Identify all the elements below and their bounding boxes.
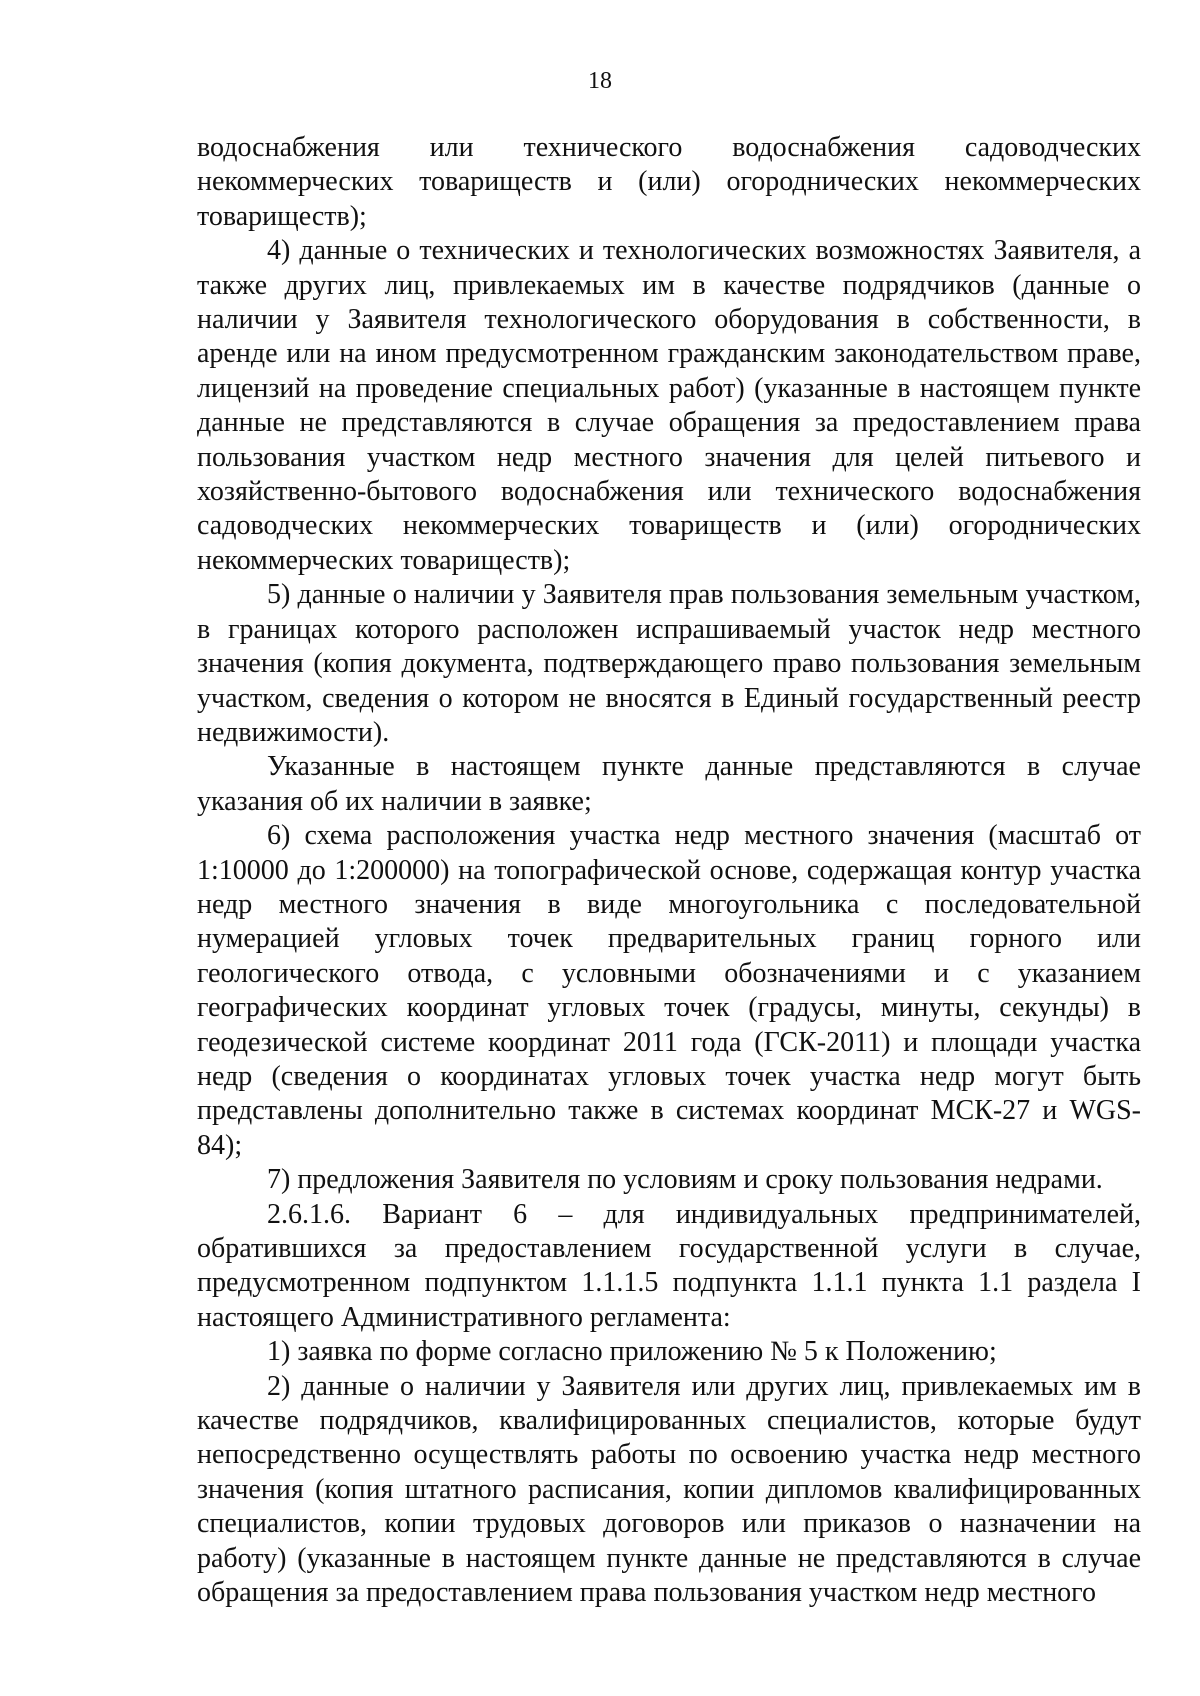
document-body [197, 131, 1141, 1610]
paragraph-continuation: водоснабжения или технического водоснабжения садоводческих некоммерческих товариществ и (или) огороднических некоммерческих товариществ); [197, 132, 1141, 232]
paragraph-variant6-item-1: 1) заявка по форме согласно приложению № 5 к Положению; [267, 1336, 997, 1368]
paragraph-note: Указанные в настоящем пункте данные представляются в случае указания об их наличии в заявке; [197, 751, 1141, 817]
paragraph-item-6: 6) схема расположения участка недр местного значения (масштаб от 1:10000 до 1:200000) на топографической основе, содержащая контур участка недр местного значения в виде многоугольника с последовательной нумерацией угловых точек предварительных границ горного или геологического отвода, с условными обозначениями и с указанием географических координат угловых точек (градусы, минуты, секунды) в геодезической системе координат 2011 года (ГСК-2011) и площади участка недр (сведения о координатах угловых точек участка недр могут быть представлены дополнительно также в системах координат МСК-27 и WGS-84); [197, 820, 1141, 1161]
page-number: 18 [588, 68, 612, 94]
paragraph-item-7: 7) предложения Заявителя по условиям и сроку пользования недрами. [267, 1164, 1103, 1196]
paragraph-variant6-item-2: 2) данные о наличии у Заявителя или других лиц, привлекаемых им в качестве подрядчиков, квалифицированных специалистов, которые будут непосредственно осуществлять работы по освоению участка недр местного значения (копия штатного расписания, копии дипломов квалифицированных специалистов, копии трудовых договоров или приказов о назначении на работу) (указанные в настоящем пункте данные не представляются в случае обращения за предоставлением права пользования участком недр местного [197, 1370, 1141, 1609]
paragraph-item-5: 5) данные о наличии у Заявителя прав пользования земельным участком, в границах которого расположен испрашиваемый участок недр местного значения (копия документа, подтверждающего право пользования земельным участком, сведения о котором не вносятся в Единый государственный реестр недвижимости). [197, 579, 1141, 748]
paragraph-item-4: 4) данные о технических и технологических возможностях Заявителя, а также других лиц, привлекаемых им в качестве подрядчиков (данные о наличии у Заявителя технологического оборудования в собственности, в аренде или на ином предусмотренном гражданским законодательством праве, лицензий на проведение специальных работ) (указанные в настоящем пункте данные не представляются в случае обращения за предоставлением права пользования участком недр местного значения для целей питьевого и хозяйственно-бытового водоснабжения или технического водоснабжения садоводческих некоммерческих товариществ и (или) огороднических некоммерческих товариществ); [197, 235, 1141, 576]
paragraph-variant-6: 2.6.1.6. Вариант 6 – для индивидуальных предпринимателей, обратившихся за предоставлением государственной услуги в случае, предусмотренном подпунктом 1.1.1.5 подпункта 1.1.1 пункта 1.1 раздела I настоящего Административного регламента: [197, 1198, 1141, 1333]
